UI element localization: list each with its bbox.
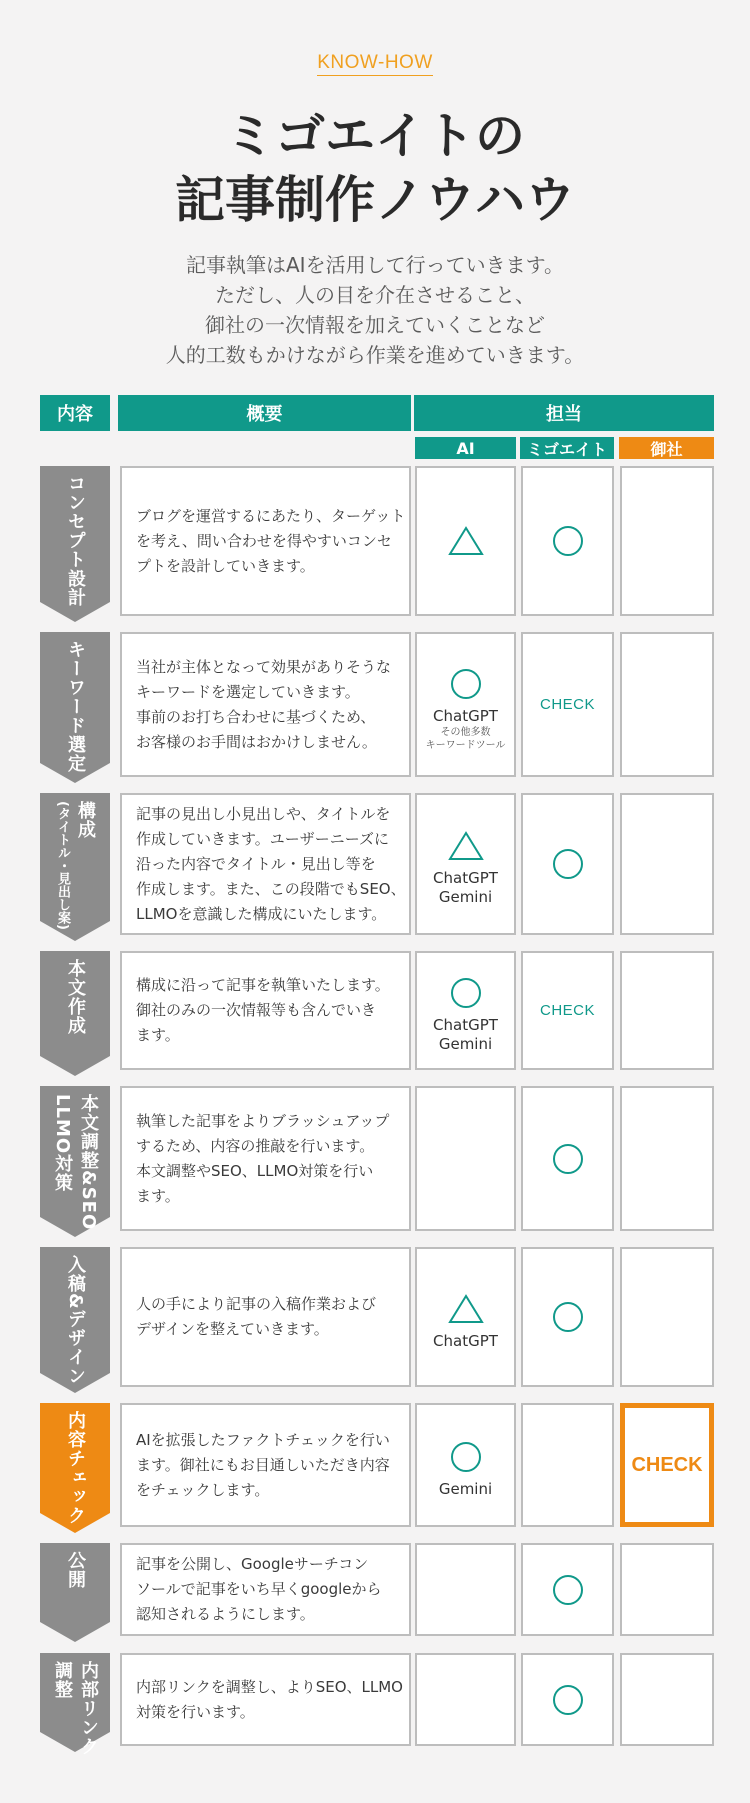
description-line: 沿った内容でタイトル・見出し等を [136, 854, 376, 873]
step-description [120, 1247, 411, 1387]
step-label-text [40, 793, 110, 930]
step-label [40, 632, 110, 783]
description-line: デザインを整えていきます。 [136, 1320, 329, 1338]
assignee-cell-client [620, 793, 714, 935]
header-client: 御社 [619, 437, 714, 459]
step-label-text [40, 466, 110, 607]
description-line: 記事の見出し小見出しや、タイトルを [136, 804, 391, 823]
assignee-cell-client [620, 1086, 714, 1231]
tool-note: その他多数 [440, 727, 491, 738]
assignee-mark-migoeito [521, 951, 614, 1070]
assignee-mark-migoeito [521, 466, 614, 616]
description-line: 人の手により記事の入稿作業および [136, 1295, 377, 1313]
step-label [40, 1403, 110, 1533]
description-line: を考え、問い合わせを得やすいコンセ [136, 531, 392, 550]
step-label-text [40, 632, 110, 773]
circle-icon [553, 1685, 583, 1715]
assignee-cell-client [620, 632, 714, 777]
step-label-line: 公開 [65, 1551, 86, 1589]
description-line: お客様のお手間はおかけしません。 [136, 732, 377, 751]
step-label [40, 1653, 110, 1756]
step-description [120, 1543, 411, 1636]
description-line: 作成していきます。ユーザーニーズに [136, 829, 390, 848]
step-label-line: 調整 [52, 1661, 73, 1699]
description-line: をチェックします。 [136, 1480, 270, 1499]
step-description-text [136, 1428, 390, 1503]
description-line: するため、内容の推敲を行います。 [136, 1136, 375, 1155]
step-label-text [40, 1403, 110, 1525]
circle-icon [553, 1302, 583, 1332]
step-label-text [40, 1653, 110, 1756]
assignee-cell-client [620, 951, 714, 1070]
step-description-text [136, 802, 406, 927]
description-line: ます。 [136, 1186, 180, 1205]
step-label [40, 1086, 110, 1237]
assignee-cell-client [620, 1247, 714, 1387]
description-line: ブログを運営するにあたり、ターゲット [136, 506, 406, 525]
assignee-mark-migoeito [521, 1086, 614, 1231]
step-label [40, 1543, 110, 1642]
assignee-mark-migoeito [521, 1653, 614, 1746]
step-description [120, 632, 411, 777]
step-description-text [136, 504, 405, 579]
assignee-mark-migoeito [521, 1543, 614, 1636]
assignee-mark-migoeito [521, 793, 614, 935]
tool-name: ChatGPT [433, 707, 498, 725]
description-line: AIを拡張したファクトチェックを行い [136, 1430, 390, 1449]
step-label-arrow [40, 1056, 110, 1076]
header-ai: AI [415, 437, 516, 459]
assignee-cell-ai [415, 1086, 516, 1231]
header-assignee: 担当 [414, 395, 714, 431]
step-label-line: 入稿&デザイン [65, 1255, 86, 1386]
description-line: 作成します。また、この段階でもSEO、 [136, 879, 406, 898]
assignee-cell-client [620, 1543, 714, 1636]
tool-name: ChatGPT [433, 1015, 498, 1034]
description-line: 認知されるようにします。 [136, 1605, 315, 1623]
assignee-mark-ai [415, 466, 516, 616]
step-label-line: 本文調整&SEO [78, 1094, 99, 1231]
description-line: 記事を公開し、Googleサーチコン [136, 1555, 369, 1573]
circle-icon [553, 1144, 583, 1174]
assignee-mark-ai [415, 793, 516, 935]
step-label-line: 本文作成 [65, 959, 86, 1035]
step-label-line: 内部リンク [78, 1661, 99, 1756]
check-label: CHECK [539, 1002, 595, 1019]
step-label [40, 466, 110, 622]
step-label-line: コンセプト設計 [65, 474, 86, 607]
step-label-line: 構成 [75, 801, 96, 839]
header-summary: 概要 [118, 395, 411, 431]
page-title: ミゴエイトの 記事制作ノウハウ [175, 107, 575, 229]
step-description-text [136, 1552, 382, 1627]
step-label-line: キーワード選定 [65, 640, 86, 773]
step-description [120, 1403, 411, 1527]
description-line: 対策を行います。 [136, 1702, 255, 1721]
description-line: 御社のみの一次情報等も含んでいき [136, 1001, 377, 1019]
assignee-mark-ai [415, 1403, 516, 1527]
assignee-mark-migoeito [521, 632, 614, 777]
description-line: 内部リンクを調整し、よりSEO、LLMO [136, 1677, 403, 1696]
assignee-cell-client [620, 1653, 714, 1746]
circle-icon [553, 526, 583, 556]
circle-icon [451, 669, 481, 699]
assignee-mark-ai [415, 1247, 516, 1387]
tool-name: Gemini [438, 1479, 493, 1498]
step-description [120, 1653, 411, 1746]
triangle-icon [448, 526, 484, 556]
tool-name: ChatGPT [433, 869, 498, 887]
assignee-mark-client [620, 1403, 714, 1527]
description-line: プトを設計していきます。 [136, 556, 315, 575]
header-migoeito: ミゴエイト [520, 437, 614, 459]
assignee-cell-ai [415, 1543, 516, 1636]
step-description [120, 793, 411, 935]
step-label-text [40, 1543, 110, 1589]
step-description-text [136, 973, 390, 1048]
tool-name: Gemini [438, 888, 493, 906]
assignee-cell-migoeito [521, 1403, 614, 1527]
step-label [40, 1247, 110, 1393]
description-line: 当社が主体となって効果がありそうな [136, 657, 392, 676]
assignee-cell-ai [415, 1653, 516, 1746]
step-description-text [136, 1292, 376, 1342]
step-label-line: 内容チェック [65, 1411, 86, 1525]
step-label-line: (タイトル・見出し案) [55, 801, 70, 930]
description-line: 構成に沿って記事を執筆いたします。 [136, 976, 390, 994]
step-label [40, 793, 110, 941]
step-label-text [40, 1086, 110, 1230]
step-label-text [40, 1247, 110, 1386]
description-line: 本文調整やSEO、LLMO対策を行い [136, 1161, 374, 1180]
lead-text: 記事執筆はAIを活用して行っていきます。 ただし、人の目を介在させること、 御社の一次情報を加えていくことなど 人的工数もかけながら作業を進めていきます。 [165, 253, 585, 367]
assignee-cell-client [620, 466, 714, 616]
step-description [120, 1086, 411, 1231]
step-label-arrow [40, 1622, 110, 1642]
header-content: 内容 [40, 395, 110, 431]
step-label-line: LLMO対策 [52, 1094, 73, 1193]
check-label: CHECK [539, 696, 595, 713]
circle-icon [451, 978, 481, 1008]
triangle-icon [448, 1294, 484, 1324]
step-description-text [136, 655, 391, 755]
description-line: ます。 [136, 1026, 180, 1044]
description-line: LLMOを意識した構成にいたします。 [136, 904, 387, 923]
assignee-mark-ai [415, 951, 516, 1070]
description-line: 事前のお打ち合わせに基づくため、 [136, 707, 376, 726]
step-description-text [136, 1675, 403, 1725]
description-line: 執筆した記事をよりブラッシュアップ [136, 1111, 390, 1130]
description-line: ます。御社にもお目通しいただき内容 [136, 1455, 390, 1474]
step-label-text [40, 951, 110, 1035]
step-description-text [136, 1109, 389, 1209]
eyebrow-label: KNOW-HOW [0, 52, 750, 74]
check-label: CHECK [631, 1453, 703, 1476]
description-line: キーワードを選定していきます。 [136, 682, 360, 701]
assignee-mark-ai [415, 632, 516, 777]
step-description [120, 466, 411, 616]
circle-icon [451, 1442, 481, 1472]
tool-name: Gemini [438, 1034, 493, 1053]
tool-note: キーワードツール [425, 740, 506, 751]
step-description [120, 951, 411, 1070]
triangle-icon [448, 831, 484, 861]
tool-name: ChatGPT [433, 1331, 498, 1350]
description-line: ソールで記事をいち早くgoogleから [136, 1580, 382, 1598]
circle-icon [553, 1575, 583, 1605]
circle-icon [553, 849, 583, 879]
step-label [40, 951, 110, 1076]
assignee-mark-migoeito [521, 1247, 614, 1387]
